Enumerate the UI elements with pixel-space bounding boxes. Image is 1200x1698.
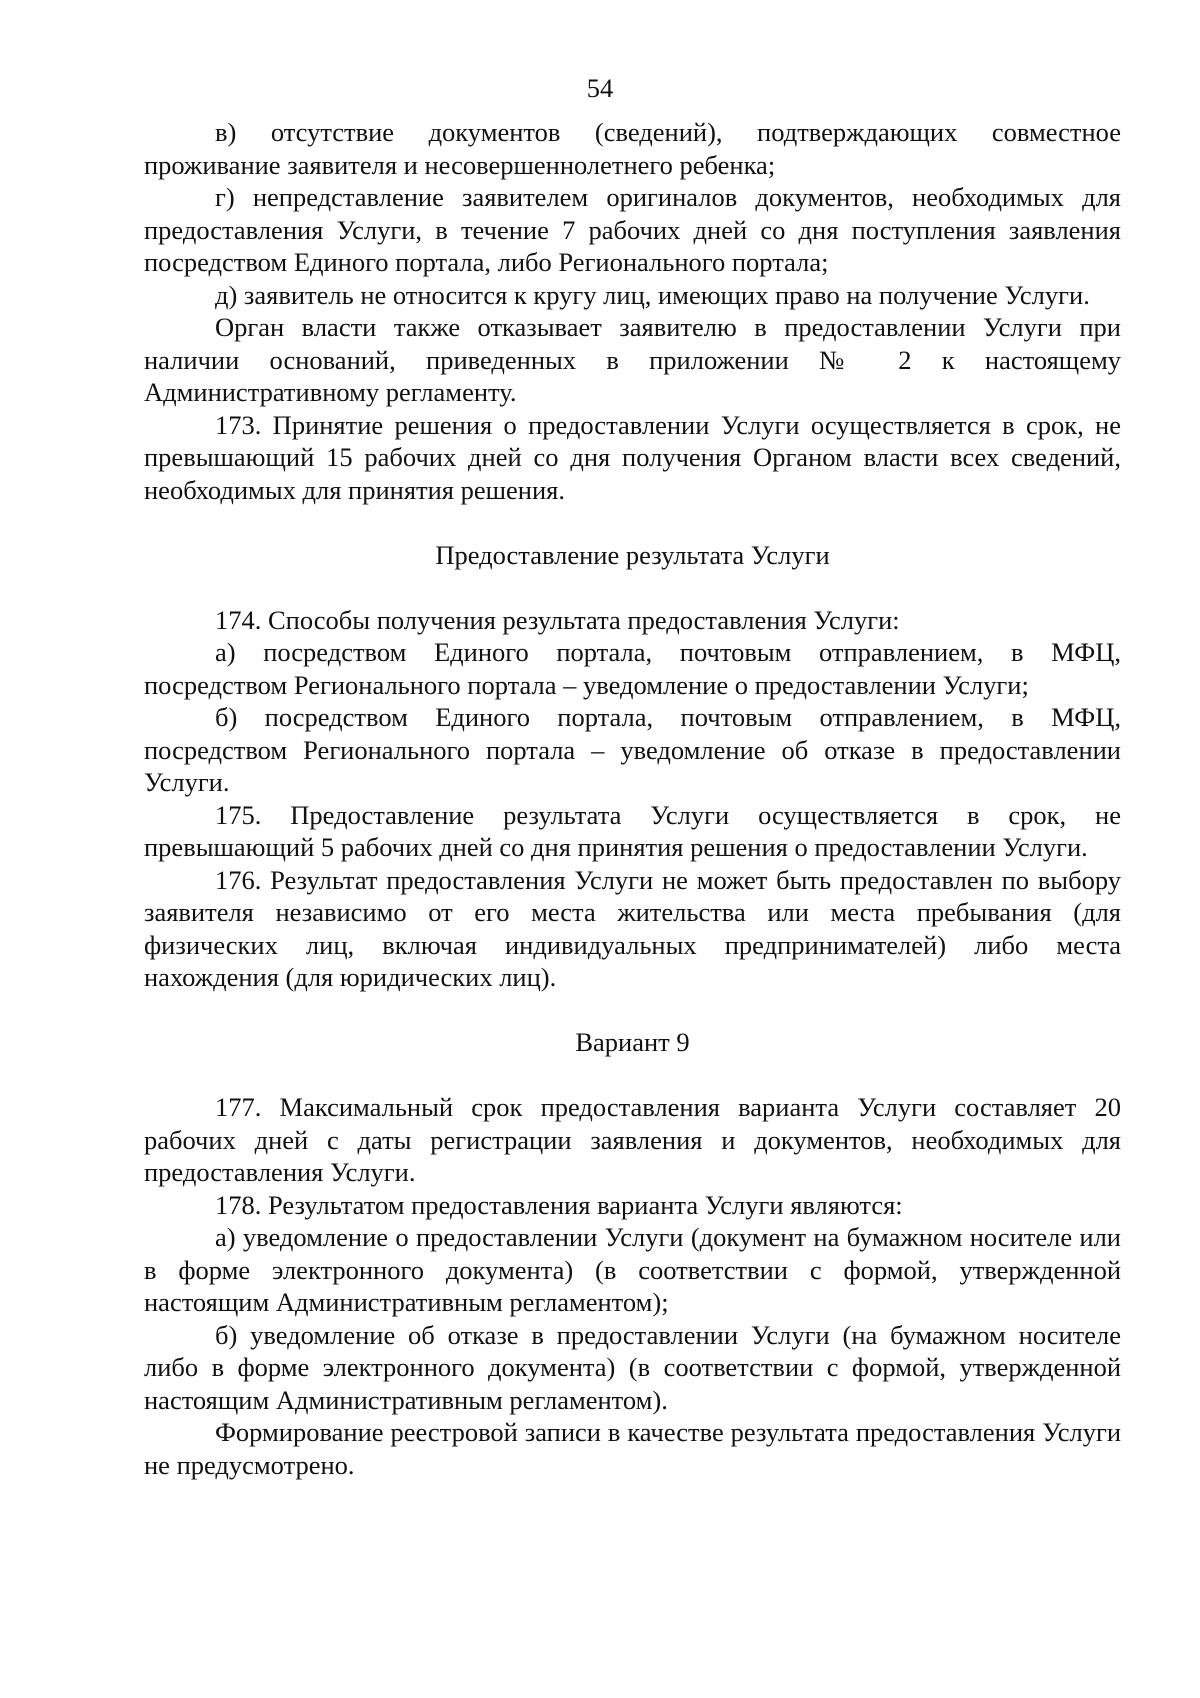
paragraph-178: 178. Результатом предоставления варианта Услуги являются: <box>215 1189 903 1220</box>
spacer <box>144 994 1121 1027</box>
spacer <box>144 506 1121 539</box>
document-body <box>144 116 1121 1481</box>
section-heading-variant-9: Вариант 9 <box>575 1027 690 1057</box>
paragraph-d: д) заявитель не относится к кругу лиц, имеющих право на получение Услуги. <box>215 279 1090 310</box>
paragraph-178-b: б) уведомление об отказе в предоставлении Услуги (на бумажном носителе либо в форме электронного документа) (в соответствии с формой, утвержденной настоящим Административным регламентом). <box>144 1319 1121 1415</box>
page-number: 54 <box>586 73 614 103</box>
spacer <box>144 1059 1121 1092</box>
spacer <box>144 571 1121 604</box>
paragraph-174: 174. Способы получения результата предоставления Услуги: <box>215 604 900 635</box>
section-heading-result: Предоставление результата Услуги <box>435 539 830 570</box>
paragraph-174-b: б) посредством Единого портала, почтовым отправлением, в МФЦ, посредством Регионального портала – уведомление об отказе в предоставлении Услуги. <box>144 702 1121 797</box>
paragraph-refusal-grounds: Орган власти также отказывает заявителю в предоставлении Услуги при наличии оснований, приведенных в приложении № 2 к настоящему Административному регламенту. <box>144 312 1121 407</box>
paragraph-173: 173. Принятие решения о предоставлении Услуги осуществляется в срок, не превышающий 15 рабочих дней со дня получения Органом власти всех сведений, необходимых для принятия решения. <box>144 409 1121 505</box>
paragraph-g: г) непредставление заявителем оригиналов документов, необходимых для предоставления Услуги, в течение 7 рабочих дней со дня поступления заявления посредством Единого портала, либо Регионального портала; <box>144 182 1121 277</box>
paragraph-176: 176. Результат предоставления Услуги не может быть предоставлен по выбору заявителя независимо от его места жительства или места пребывания (для физических лиц, включая индивидуальных предпринимателей) либо места нахождения (для юридических лиц). <box>144 864 1121 992</box>
paragraph-177: 177. Максимальный срок предоставления варианта Услуги составляет 20 рабочих дней с даты регистрации заявления и документов, необходимых для предоставления Услуги. <box>144 1092 1121 1187</box>
paragraph-178-a: а) уведомление о предоставлении Услуги (документ на бумажном носителе или в форме электронного документа) (в соответствии с формой, утвержденной настоящим Административным регламентом); <box>144 1222 1121 1317</box>
paragraph-v: в) отсутствие документов (сведений), подтверждающих совместное проживание заявителя и несовершеннолетнего ребенка; <box>144 117 1121 180</box>
paragraph-registry-record: Формирование реестровой записи в качестве результата предоставления Услуги не предусмотрено. <box>144 1417 1121 1480</box>
paragraph-175: 175. Предоставление результата Услуги осуществляется в срок, не превышающий 5 рабочих дней со дня принятия решения о предоставлении Услуги. <box>144 799 1121 862</box>
paragraph-174-a: а) посредством Единого портала, почтовым отправлением, в МФЦ, посредством Регионального портала – уведомление о предоставлении Услуги; <box>144 637 1121 700</box>
